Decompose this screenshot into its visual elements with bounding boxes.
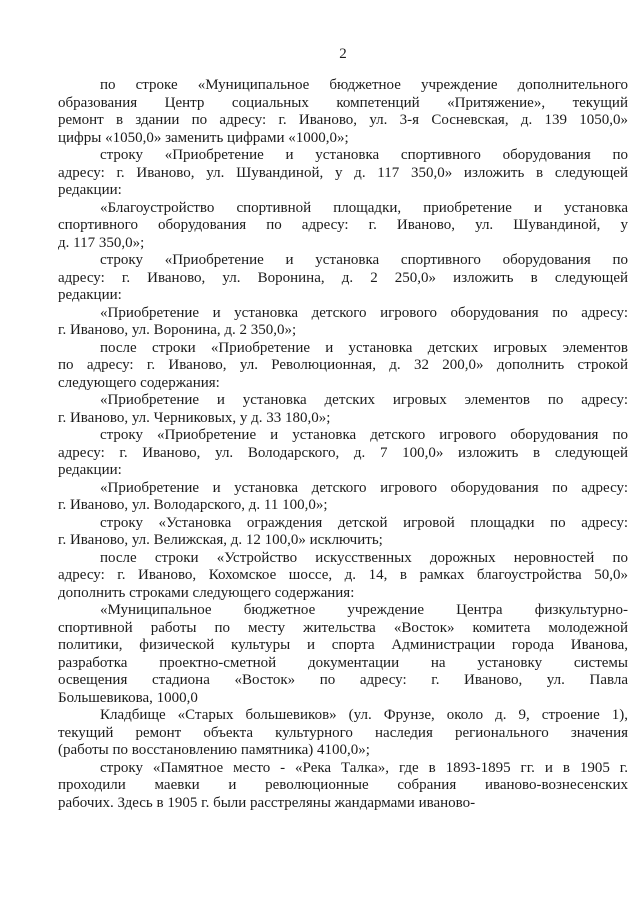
text-line: д. 117 350,0»;	[58, 234, 145, 251]
text-line: разработка проектно-сметной документации на установку системы	[58, 654, 628, 671]
text-line: «Приобретение и установка детских игровых элементов по адресу:	[100, 392, 628, 408]
text-line: редакции:	[58, 462, 122, 478]
text-line: после строки «Приобретение и установка детских игровых элементов	[100, 339, 628, 356]
text-line: строку «Приобретение и установка детского игрового оборудования по	[100, 427, 628, 443]
text-line: после строки «Устройство искусственных дорожных неровностей по	[100, 549, 628, 566]
paragraph	[58, 340, 628, 393]
text-line: «Приобретение и установка детского игрового оборудования по адресу:	[100, 479, 628, 496]
text-line: (работы по восстановлению памятника) 4100,0»;	[58, 742, 370, 758]
text-line: дополнить строками следующего содержания:	[58, 584, 355, 601]
text-line: редакции:	[58, 287, 122, 303]
text-line: текущий ремонт объекта культурного наследия регионального значения	[58, 724, 628, 741]
text-line: по строке «Муниципальное бюджетное учреждение дополнительного	[100, 77, 628, 93]
paragraph	[58, 392, 628, 427]
paragraph	[58, 77, 628, 147]
text-line: Кладбище «Старых большевиков» (ул. Фрунзе, около д. 9, строение 1),	[100, 707, 628, 723]
paragraph	[58, 252, 628, 305]
text-line: освещения стадиона «Восток» по адресу: г. Иваново, ул. Павла	[58, 672, 628, 688]
text-line: строку «Приобретение и установка спортивного оборудования по	[100, 147, 628, 163]
text-line: рабочих. Здесь в 1905 г. были расстреляны жандармами иваново-	[58, 794, 476, 811]
paragraph	[58, 427, 628, 480]
text-line: редакции:	[58, 182, 122, 198]
paragraph	[58, 480, 628, 515]
text-line: г. Иваново, ул. Черниковых, у д. 33 180,0»;	[58, 409, 331, 426]
paragraph	[58, 760, 628, 813]
text-line: следующего содержания:	[58, 374, 220, 391]
text-line: «Муниципальное бюджетное учреждение Центра физкультурно-	[100, 602, 628, 618]
text-line: строку «Приобретение и установка спортивного оборудования по	[100, 252, 628, 268]
text-line: спортивного оборудования по адресу: г. Иваново, ул. Шувандиной, у	[58, 217, 628, 233]
text-line: образования Центр социальных компетенций «Притяжение», текущий	[58, 94, 628, 111]
text-line: политики, физической культуры и спорта Администрации города Иванова,	[58, 637, 628, 653]
text-line: г. Иваново, ул. Воронина, д. 2 350,0»;	[58, 322, 297, 338]
paragraph	[58, 147, 628, 200]
text-line: «Благоустройство спортивной площадки, приобретение и установка	[100, 199, 628, 216]
paragraph	[58, 550, 628, 603]
paragraph	[58, 515, 628, 550]
text-line: г. Иваново, ул. Велижская, д. 12 100,0» исключить;	[58, 532, 383, 548]
text-line: строку «Установка ограждения детской игровой площадки по адресу:	[100, 514, 628, 531]
paragraph	[58, 200, 628, 253]
text-line: строку «Памятное место - «Река Талка», где в 1893-1895 гг. и в 1905 г.	[100, 759, 628, 776]
text-line: проходили маевки и революционные собрания иваново-вознесенских	[58, 777, 628, 793]
paragraph	[58, 602, 628, 707]
text-line: Большевикова, 1000,0	[58, 689, 198, 706]
text-line: ремонт в здании по адресу: г. Иваново, ул. 3-я Сосневская, д. 139 1050,0»	[58, 112, 628, 128]
text-line: спортивной работы по месту жительства «Восток» комитета молодежной	[58, 619, 628, 636]
text-line: по адресу: г. Иваново, ул. Революционная, д. 32 200,0» дополнить строкой	[58, 357, 628, 373]
text-line: г. Иваново, ул. Володарского, д. 11 100,0»;	[58, 497, 328, 513]
text-line: адресу: г. Иваново, Кохомское шоссе, д. 14, в рамках благоустройства 50,0»	[58, 567, 628, 583]
paragraph	[58, 707, 628, 760]
paragraph	[58, 305, 628, 340]
page-number: 2	[339, 46, 347, 62]
text-line: адресу: г. Иваново, ул. Воронина, д. 2 250,0» изложить в следующей	[58, 269, 628, 286]
text-line: адресу: г. Иваново, ул. Володарского, д. 7 100,0» изложить в следующей	[58, 444, 628, 461]
text-line: «Приобретение и установка детского игрового оборудования по адресу:	[100, 304, 628, 321]
text-line: адресу: г. Иваново, ул. Шувандиной, у д. 117 350,0» изложить в следующей	[58, 164, 628, 181]
document-content	[58, 77, 628, 812]
text-line: цифры «1050,0» заменить цифрами «1000,0»;	[58, 129, 349, 146]
